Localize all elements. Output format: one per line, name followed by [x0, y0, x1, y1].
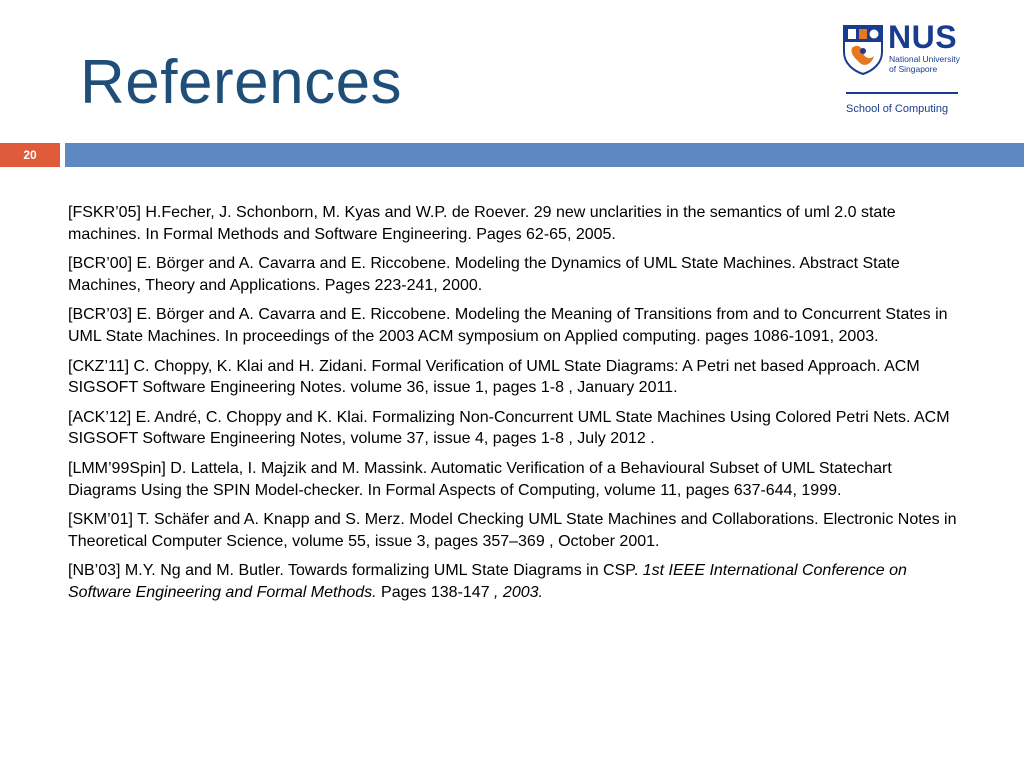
- reference-item: [68, 560, 964, 603]
- nus-logo: [842, 19, 960, 118]
- reference-item: [BCR’00] E. Börger and A. Cavarra and E. Riccobene. Modeling the Dynamics of UML State Machines. Abstract State Machines, Theory and Applications. Pages 223-241, 2000.: [68, 255, 900, 294]
- reference-year: , 2003.: [494, 583, 543, 601]
- logo-wordmark: NUS: [888, 19, 958, 55]
- logo-subtitle-line1: National University: [889, 54, 960, 64]
- references-list: [68, 202, 964, 612]
- logo-divider: [846, 92, 958, 94]
- nus-crest-icon: [842, 24, 884, 76]
- reference-item: [BCR’03] E. Börger and A. Cavarra and E. Riccobene. Modeling the Meaning of Transitions from and to Concurrent States in UML State Machines. In proceedings of the 2003 ACM symposium on Applied computing. pages 1086-1091, 2003.: [68, 306, 948, 345]
- reference-venue: 1st IEEE International Conference on Software Engineering and Formal Methods.: [68, 562, 907, 601]
- reference-item: [SKM’01] T. Schäfer and A. Knapp and S. Merz. Model Checking UML State Machines and Collaborations. Electronic Notes in Theoretical Computer Science, volume 55, issue 3, pages 357–369 , October 2001.: [68, 511, 957, 550]
- reference-item: [ACK’12] E. André, C. Choppy and K. Klai. Formalizing Non-Concurrent UML State Machines Using Colored Petri Nets. ACM SIGSOFT Software Engineering Notes, volume 37, issue 4, pages 1-8 , July 2012 .: [68, 408, 950, 448]
- header-bar: [0, 143, 1024, 167]
- slide-title: References: [80, 48, 403, 117]
- reference-text: [NB’03] M.Y. Ng and M. Butler. Towards formalizing UML State Diagrams in CSP.: [68, 562, 643, 580]
- logo-subtitle: [889, 54, 961, 74]
- logo-school-name: School of Computing: [846, 103, 949, 115]
- reference-item: [LMM’99Spin] D. Lattela, I. Majzik and M. Massink. Automatic Verification of a Behavioural Subset of UML Statechart Diagrams Using the SPIN Model-checker. In Formal Aspects of Computing, volume 11, pages 637-644, 1999.: [68, 459, 892, 499]
- logo-subtitle-line2: of Singapore: [889, 64, 938, 74]
- header-bar-accent: [65, 143, 1024, 167]
- reference-item: [CKZ’11] C. Choppy, K. Klai and H. Zidani. Formal Verification of UML State Diagrams: A Petri net based Approach. ACM SIGSOFT Software Engineering Notes. volume 36, issue 1, pages 1-8 , January 2011.: [68, 357, 920, 397]
- reference-item: [FSKR’05] H.Fecher, J. Schonborn, M. Kyas and W.P. de Roever. 29 new unclarities in the semantics of uml 2.0 state machines. In Formal Methods and Software Engineering. Pages 62-65, 2005.: [68, 204, 896, 243]
- slide-number: 20: [0, 143, 60, 167]
- reference-pages: Pages 138-147: [376, 583, 495, 601]
